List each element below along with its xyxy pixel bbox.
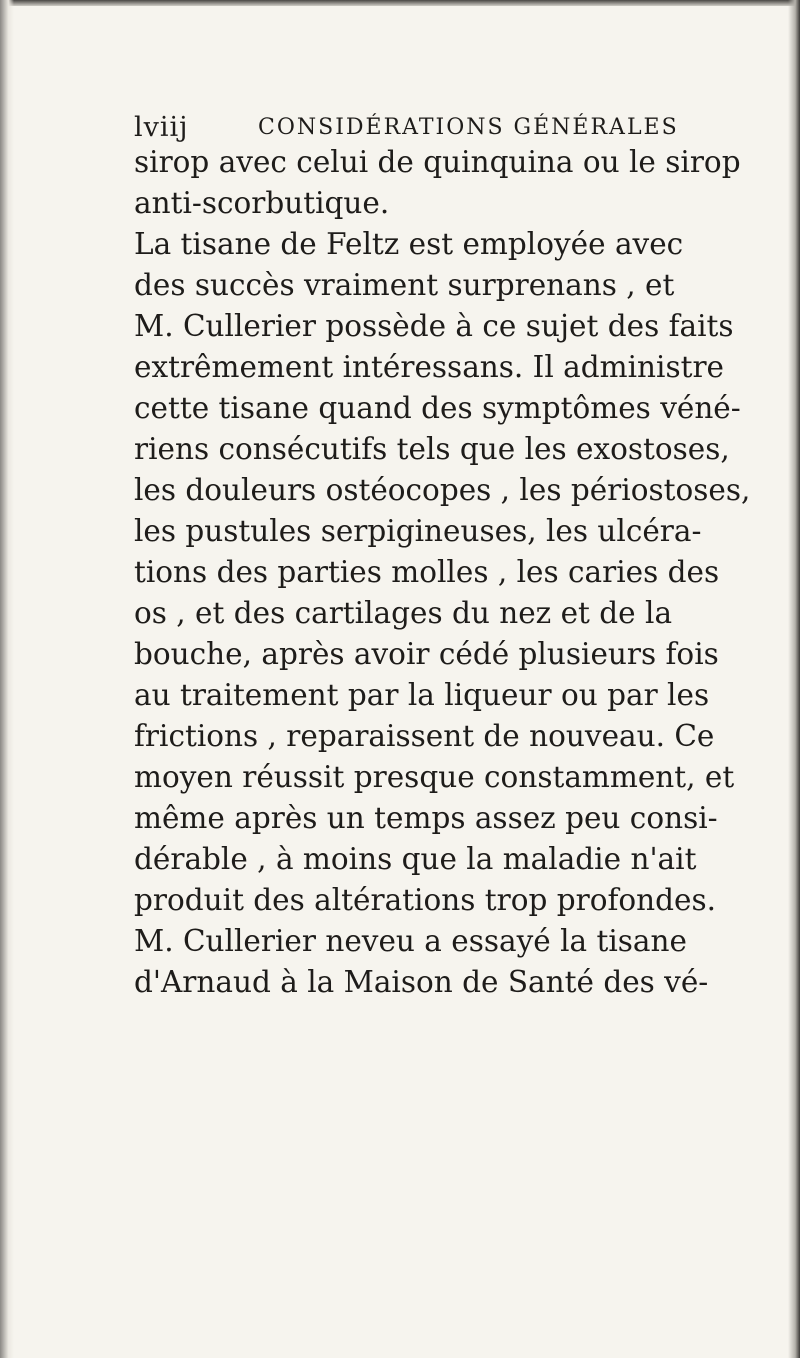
body-text (134, 142, 782, 1003)
text-line: dérable , à moins que la maladie n'ait (134, 842, 697, 876)
text-line: M. Cullerier possède à ce sujet des faits (134, 309, 734, 343)
text-line: les pustules serpigineuses, les ulcéra- (134, 514, 702, 548)
text-line: bouche, après avoir cédé plusieurs fois (134, 637, 719, 671)
page-right-edge (788, 0, 800, 1358)
running-head: CONSIDÉRATIONS GÉNÉRALES (258, 115, 679, 140)
text-line: les douleurs ostéocopes , les périostoses, (134, 473, 751, 507)
text-line: cette tisane quand des symptômes véné- (134, 391, 741, 425)
page-number: lviij (134, 112, 189, 143)
text-line: des succès vraiment surprenans , et (134, 268, 675, 302)
text-line: d'Arnaud à la Maison de Santé des vé- (134, 965, 709, 999)
page-header (134, 110, 754, 146)
text-line: anti-scorbutique. (134, 186, 390, 220)
text-line: produit des altérations trop profondes. (134, 883, 717, 917)
text-line: riens consécutifs tels que les exostoses, (134, 432, 730, 466)
page-left-edge (0, 0, 14, 1358)
text-line: moyen réussit presque constamment, et (134, 760, 735, 794)
page-top-edge (0, 0, 800, 6)
text-line: au traitement par la liqueur ou par les (134, 678, 710, 712)
text-line: sirop avec celui de quinquina ou le sirop (134, 145, 741, 179)
text-line: extrêmement intéressans. Il administre (134, 350, 724, 384)
text-line: La tisane de Feltz est employée avec (134, 227, 684, 261)
text-line: frictions , reparaissent de nouveau. Ce (134, 719, 715, 753)
text-line: os , et des cartilages du nez et de la (134, 596, 673, 630)
text-line: tions des parties molles , les caries des (134, 555, 720, 589)
text-line: M. Cullerier neveu a essayé la tisane (134, 924, 687, 958)
text-line: même après un temps assez peu consi- (134, 801, 718, 835)
